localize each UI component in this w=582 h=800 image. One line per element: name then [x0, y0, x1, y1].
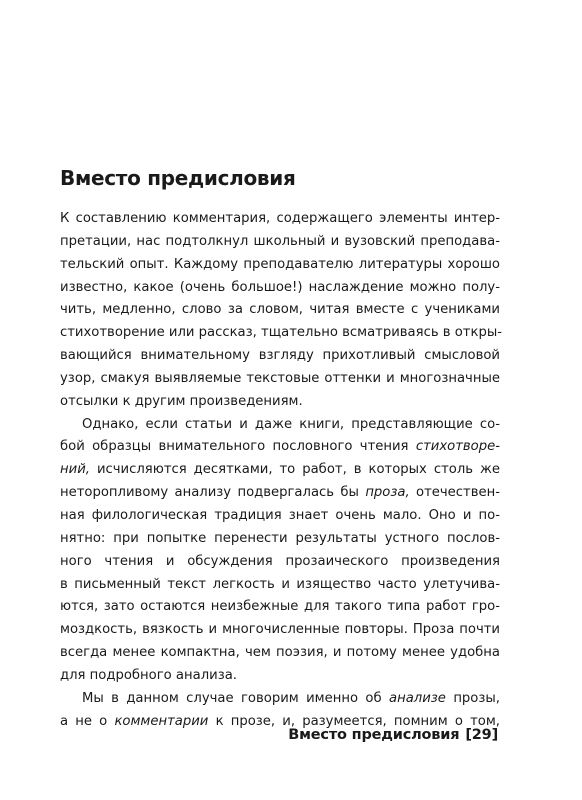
body-text — [60, 208, 503, 733]
text-line: тельский опыт. Каждому преподавателю литературы хорошо — [60, 256, 500, 272]
text-line: всегда менее компактна, чем поэзия, и потому менее удобна — [60, 645, 500, 661]
italic-term: проза, — [365, 485, 410, 501]
text-line: вающийся внимательному взгляду прихотливый смысловой — [60, 348, 500, 364]
text-line: ного чтения и обсуждения прозаического произведения — [60, 553, 500, 569]
text-line: известно, какое (очень большое!) наслаждение можно полу- — [60, 279, 500, 295]
text-line: а не о комментарии к прозе, и, разумеется, помним о том, — [60, 713, 500, 729]
chapter-heading: Вместо предисловия — [60, 166, 296, 190]
text-line: отсылки к другим произведениям. — [60, 393, 303, 409]
text-line: претации, нас подтолкнул школьный и вузовский преподава- — [60, 233, 500, 249]
text-line: Мы в данном случае говорим именно об анализе прозы, — [82, 690, 500, 706]
text-line: ний, исчисляются десятками, то работ, в которых столь же — [60, 462, 500, 478]
text-line: моздкость, вязкость и многочисленные повторы. Проза почти — [60, 622, 500, 638]
page-number: [29] — [465, 727, 498, 743]
text-line: К составлению комментария, содержащего элементы интер- — [60, 211, 500, 226]
text-line: узор, смакуя выявляемые текстовые оттенки и многозначные — [60, 370, 500, 386]
italic-term: анализе — [389, 690, 446, 706]
italic-term: комментарии — [114, 713, 209, 729]
text-line: для подробного анализа. — [60, 667, 238, 683]
text-line: чить, медленно, слово за словом, читая вместе с учениками — [60, 302, 500, 318]
italic-term: стихотворе- — [415, 439, 500, 455]
text-line: в письменный текст легкость и изящество часто улетучива- — [60, 576, 500, 592]
text-line: стихотворение или рассказ, тщательно всматриваясь в откры- — [60, 325, 503, 341]
text-line: бой образцы внимательного пословного чтения стихотворе- — [60, 439, 500, 455]
footer-title: Вместо предисловия — [288, 727, 460, 743]
text-line: Однако, если статьи и даже книги, представляющие со- — [82, 416, 500, 432]
italic-term: ний, — [60, 462, 90, 478]
running-footer — [288, 724, 498, 746]
text-line: нятно: при попытке перенести результаты устного послов- — [60, 530, 500, 546]
text-line: ются, зато остаются неизбежные для такого типа работ гро- — [60, 599, 500, 615]
text-line: ная филологическая традиция знает очень мало. Оно и по- — [60, 507, 500, 523]
text-line: неторопливому анализу подвергалась бы проза, отечествен- — [60, 485, 500, 501]
